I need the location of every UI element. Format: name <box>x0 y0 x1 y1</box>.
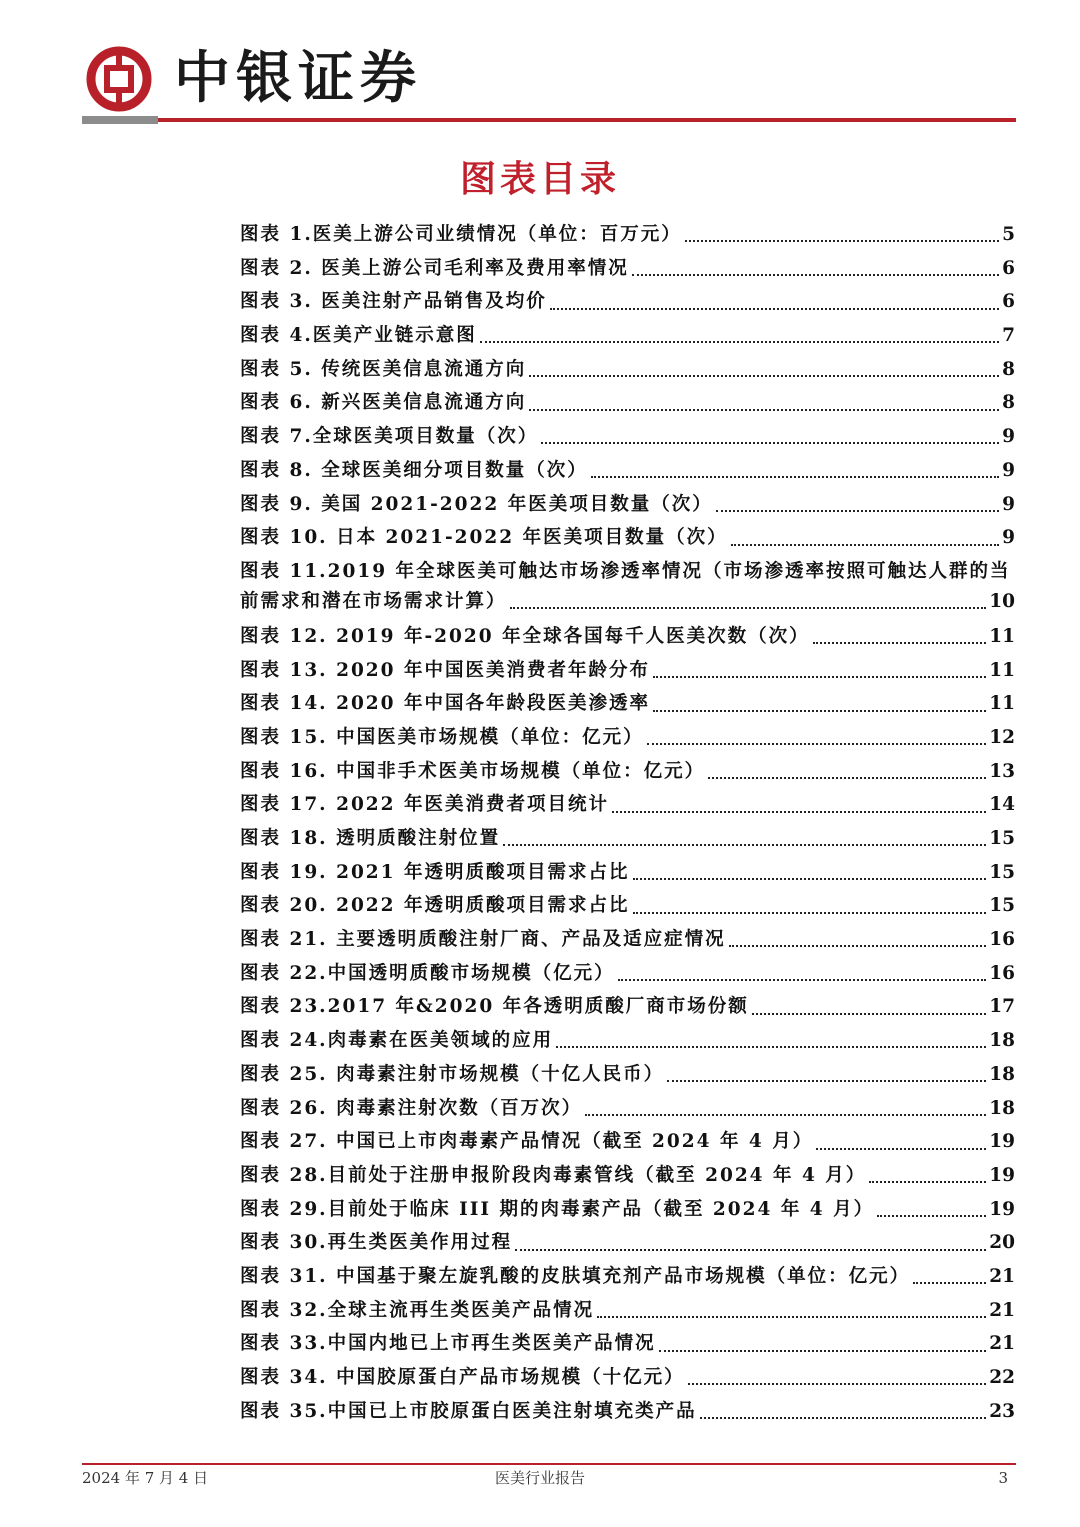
toc-entry-page: 8 <box>1002 392 1015 414</box>
toc-entry-label: 图表 24.肉毒素在医美领域的应用 <box>240 1030 554 1052</box>
toc-entry[interactable] <box>240 1024 1015 1058</box>
toc-entry-page: 20 <box>989 1232 1015 1254</box>
toc-entry[interactable] <box>240 488 1015 522</box>
toc-entry-page: 15 <box>989 861 1015 883</box>
toc-leader-dots <box>556 1045 986 1048</box>
toc-entry-label: 图表 30.再生类医美作用过程 <box>240 1232 513 1254</box>
toc-leader-dots <box>731 543 1000 546</box>
header-divider <box>82 116 1016 124</box>
toc-entry-label: 图表 1.医美上游公司业绩情况（单位：百万元） <box>240 224 682 245</box>
toc-leader-dots <box>647 742 987 745</box>
toc-entry-page: 18 <box>989 1063 1015 1085</box>
toc-entry[interactable] <box>240 856 1015 890</box>
toc-leader-dots <box>612 810 986 813</box>
toc-leader-dots <box>632 273 999 276</box>
toc-entry-label: 图表 23.2017 年&2020 年各透明质酸厂商市场份额 <box>240 996 749 1018</box>
toc-entry-label: 图表 9. 美国 2021-2022 年医美项目数量（次） <box>240 493 713 515</box>
toc-entry-page: 21 <box>989 1299 1015 1321</box>
toc-leader-dots <box>659 1349 987 1352</box>
toc-entry[interactable] <box>240 721 1015 755</box>
toc-entry-label: 图表 29.目前处于临床 III 期的肉毒素产品（截至 2024 年 4 月） <box>240 1198 875 1220</box>
toc-entry-label: 图表 3. 医美注射产品销售及均价 <box>240 291 547 313</box>
footer-date: 2024 年 7 月 4 日 <box>82 1469 209 1487</box>
footer-divider <box>82 1463 1016 1465</box>
toc-leader-dots <box>708 776 986 779</box>
toc-leader-dots <box>515 1248 986 1251</box>
toc-entry-page: 12 <box>989 726 1015 748</box>
toc-entry-label: 图表 19. 2021 年透明质酸项目需求占比 <box>240 861 630 883</box>
toc-leader-dots <box>688 1382 987 1385</box>
toc-entry-label: 图表 27. 中国已上市肉毒素产品情况（截至 2024 年 4 月） <box>240 1131 814 1153</box>
brand-name: 中银证券 <box>174 46 422 111</box>
toc-entry-label: 图表 13. 2020 年中国医美消费者年龄分布 <box>240 659 650 681</box>
toc-leader-dots <box>541 441 999 444</box>
toc-entry-page: 21 <box>989 1333 1015 1355</box>
toc-entry-page: 18 <box>989 1030 1015 1052</box>
toc-leader-dots <box>591 475 999 478</box>
toc-leader-dots <box>869 1180 986 1183</box>
toc-entry[interactable] <box>240 1327 1015 1361</box>
toc-entry-page: 23 <box>989 1400 1015 1422</box>
toc-entry[interactable] <box>240 822 1015 856</box>
toc-entry-page: 21 <box>989 1265 1015 1287</box>
toc-entry-page: 5 <box>1002 224 1015 245</box>
toc-leader-dots <box>529 408 999 411</box>
toc-entry[interactable] <box>240 1395 1015 1429</box>
toc-leader-dots <box>667 1079 986 1082</box>
toc-entry-label: 图表 15. 中国医美市场规模（单位：亿元） <box>240 726 644 748</box>
toc-entry-page: 16 <box>989 929 1015 951</box>
toc-leader-dots <box>550 307 999 310</box>
toc-entry-label: 图表 14. 2020 年中国各年龄段医美渗透率 <box>240 693 650 715</box>
toc-leader-dots <box>653 709 986 712</box>
toc-entry-page: 7 <box>1002 325 1015 347</box>
toc-entry-label: 图表 4.医美产业链示意图 <box>240 325 477 347</box>
toc-entry[interactable] <box>240 923 1015 957</box>
toc-entry[interactable] <box>240 990 1015 1024</box>
toc-entry-page: 11 <box>989 625 1015 647</box>
toc-entry-label: 图表 8. 全球医美细分项目数量（次） <box>240 459 588 481</box>
toc-entry[interactable] <box>240 1125 1015 1159</box>
toc-leader-dots <box>877 1214 986 1217</box>
header-divider-red <box>158 118 1016 122</box>
toc-entry-label: 图表 34. 中国胶原蛋白产品市场规模（十亿元） <box>240 1367 685 1388</box>
toc-entry[interactable] <box>240 218 1015 252</box>
toc-leader-dots <box>618 978 987 981</box>
toc-leader-dots <box>729 944 987 947</box>
toc-entry-label: 图表 18. 透明质酸注射位置 <box>240 828 501 849</box>
page-title: 图表目录 <box>459 159 620 200</box>
toc-entry-page: 9 <box>1002 459 1015 481</box>
toc-leader-dots <box>700 1416 987 1419</box>
toc-entry[interactable] <box>240 1226 1015 1260</box>
toc-entry[interactable] <box>240 1159 1015 1193</box>
toc-entry[interactable] <box>240 252 1015 286</box>
toc-entry-label: 图表 32.全球主流再生类医美产品情况 <box>240 1299 595 1321</box>
toc-entry-page: 18 <box>989 1097 1015 1119</box>
toc-entry[interactable] <box>240 889 1015 923</box>
footer-page-number: 3 <box>998 1469 1008 1487</box>
toc-leader-dots <box>685 239 999 242</box>
toc-entry-page: 15 <box>989 828 1015 849</box>
toc-entry-page: 19 <box>989 1131 1015 1153</box>
toc-entry[interactable] <box>240 1193 1015 1227</box>
toc-entry-page: 13 <box>989 760 1015 782</box>
toc-entry[interactable] <box>240 755 1015 789</box>
toc-entry-page: 15 <box>989 895 1015 917</box>
table-of-figures <box>240 218 1015 1428</box>
toc-leader-dots <box>716 509 999 512</box>
toc-leader-dots <box>503 843 986 846</box>
toc-entry[interactable] <box>240 555 1015 620</box>
toc-entry[interactable] <box>240 1058 1015 1092</box>
toc-entry-page: 6 <box>1002 257 1015 279</box>
toc-entry-page: 16 <box>989 962 1015 984</box>
toc-entry[interactable] <box>240 687 1015 721</box>
toc-entry-label: 图表 2. 医美上游公司毛利率及费用率情况 <box>240 257 629 279</box>
toc-leader-dots <box>633 877 987 880</box>
toc-entry-label: 图表 10. 日本 2021-2022 年医美项目数量（次） <box>240 527 728 549</box>
page-header <box>82 30 1016 130</box>
toc-entry-page: 10 <box>989 590 1015 612</box>
toc-entry[interactable] <box>240 521 1015 555</box>
toc-entry[interactable] <box>240 454 1015 488</box>
toc-entry[interactable] <box>240 420 1015 454</box>
toc-entry[interactable] <box>240 654 1015 688</box>
toc-entry-label: 图表 33.中国内地已上市再生类医美产品情况 <box>240 1333 656 1355</box>
toc-entry-label: 图表 7.全球医美项目数量（次） <box>240 426 539 448</box>
toc-leader-dots <box>633 911 987 914</box>
toc-entry-page: 6 <box>1002 291 1015 313</box>
toc-entry-label: 图表 16. 中国非手术医美市场规模（单位：亿元） <box>240 760 706 782</box>
toc-entry[interactable] <box>240 1260 1015 1294</box>
toc-entry-label: 图表 35.中国已上市胶原蛋白医美注射填充类产品 <box>240 1400 697 1422</box>
toc-entry-page: 9 <box>1002 426 1015 448</box>
toc-entry-label: 图表 5. 传统医美信息流通方向 <box>240 358 527 380</box>
toc-entry[interactable] <box>240 285 1015 319</box>
toc-entry[interactable] <box>240 788 1015 822</box>
toc-entry-page: 19 <box>989 1164 1015 1186</box>
toc-entry-label: 图表 20. 2022 年透明质酸项目需求占比 <box>240 895 630 917</box>
toc-entry-line2 <box>240 587 1015 617</box>
toc-entry-page: 22 <box>989 1367 1015 1388</box>
toc-entry-label: 图表 12. 2019 年-2020 年全球各国每千人医美次数（次） <box>240 625 810 647</box>
footer-report-type: 医美行业报告 <box>494 1469 585 1487</box>
toc-entry-page: 14 <box>989 794 1015 816</box>
toc-entry[interactable] <box>240 1361 1015 1395</box>
toc-entry-page: 9 <box>1002 527 1015 549</box>
toc-leader-dots <box>510 606 987 609</box>
header-divider-grey <box>82 116 158 124</box>
toc-entry-label: 图表 28.目前处于注册申报阶段肉毒素管线（截至 2024 年 4 月） <box>240 1164 867 1186</box>
toc-leader-dots <box>529 374 999 377</box>
toc-entry[interactable] <box>240 1294 1015 1328</box>
toc-entry-page: 11 <box>989 693 1015 715</box>
toc-entry-label: 图表 6. 新兴医美信息流通方向 <box>240 392 527 414</box>
toc-entry[interactable] <box>240 1092 1015 1126</box>
toc-entry-page: 8 <box>1002 358 1015 380</box>
toc-leader-dots <box>816 1147 986 1150</box>
bank-of-china-logo-icon <box>86 46 152 112</box>
toc-entry-label: 图表 25. 肉毒素注射市场规模（十亿人民币） <box>240 1063 665 1085</box>
toc-entry[interactable] <box>240 957 1015 991</box>
toc-entry-page: 11 <box>989 659 1015 681</box>
toc-entry-label: 图表 22.中国透明质酸市场规模（亿元） <box>240 962 615 984</box>
toc-entry-label: 图表 11.2019 年全球医美可触达市场渗透率情况（市场渗透率按照可触达人群的当 <box>240 560 1011 582</box>
toc-leader-dots <box>480 340 999 343</box>
toc-entry-label: 图表 31. 中国基于聚左旋乳酸的皮肤填充剂产品市场规模（单位：亿元） <box>240 1265 911 1287</box>
toc-leader-dots <box>585 1113 986 1116</box>
toc-entry-page: 17 <box>989 996 1015 1018</box>
toc-entry-page: 9 <box>1002 493 1015 515</box>
toc-entry[interactable] <box>240 319 1015 353</box>
toc-entry-label: 图表 26. 肉毒素注射次数（百万次） <box>240 1097 583 1119</box>
toc-entry[interactable] <box>240 386 1015 420</box>
toc-entry[interactable] <box>240 353 1015 387</box>
toc-entry-label: 图表 21. 主要透明质酸注射厂商、产品及适应症情况 <box>240 929 726 951</box>
toc-leader-dots <box>597 1315 986 1318</box>
toc-leader-dots <box>813 641 987 644</box>
toc-leader-dots <box>913 1281 986 1284</box>
toc-entry-label: 图表 17. 2022 年医美消费者项目统计 <box>240 794 609 816</box>
toc-leader-dots <box>653 675 986 678</box>
toc-entry-page: 19 <box>989 1198 1015 1220</box>
toc-leader-dots <box>752 1012 987 1015</box>
toc-entry[interactable] <box>240 620 1015 654</box>
toc-entry-label-cont: 前需求和潜在市场需求计算） <box>240 590 507 612</box>
